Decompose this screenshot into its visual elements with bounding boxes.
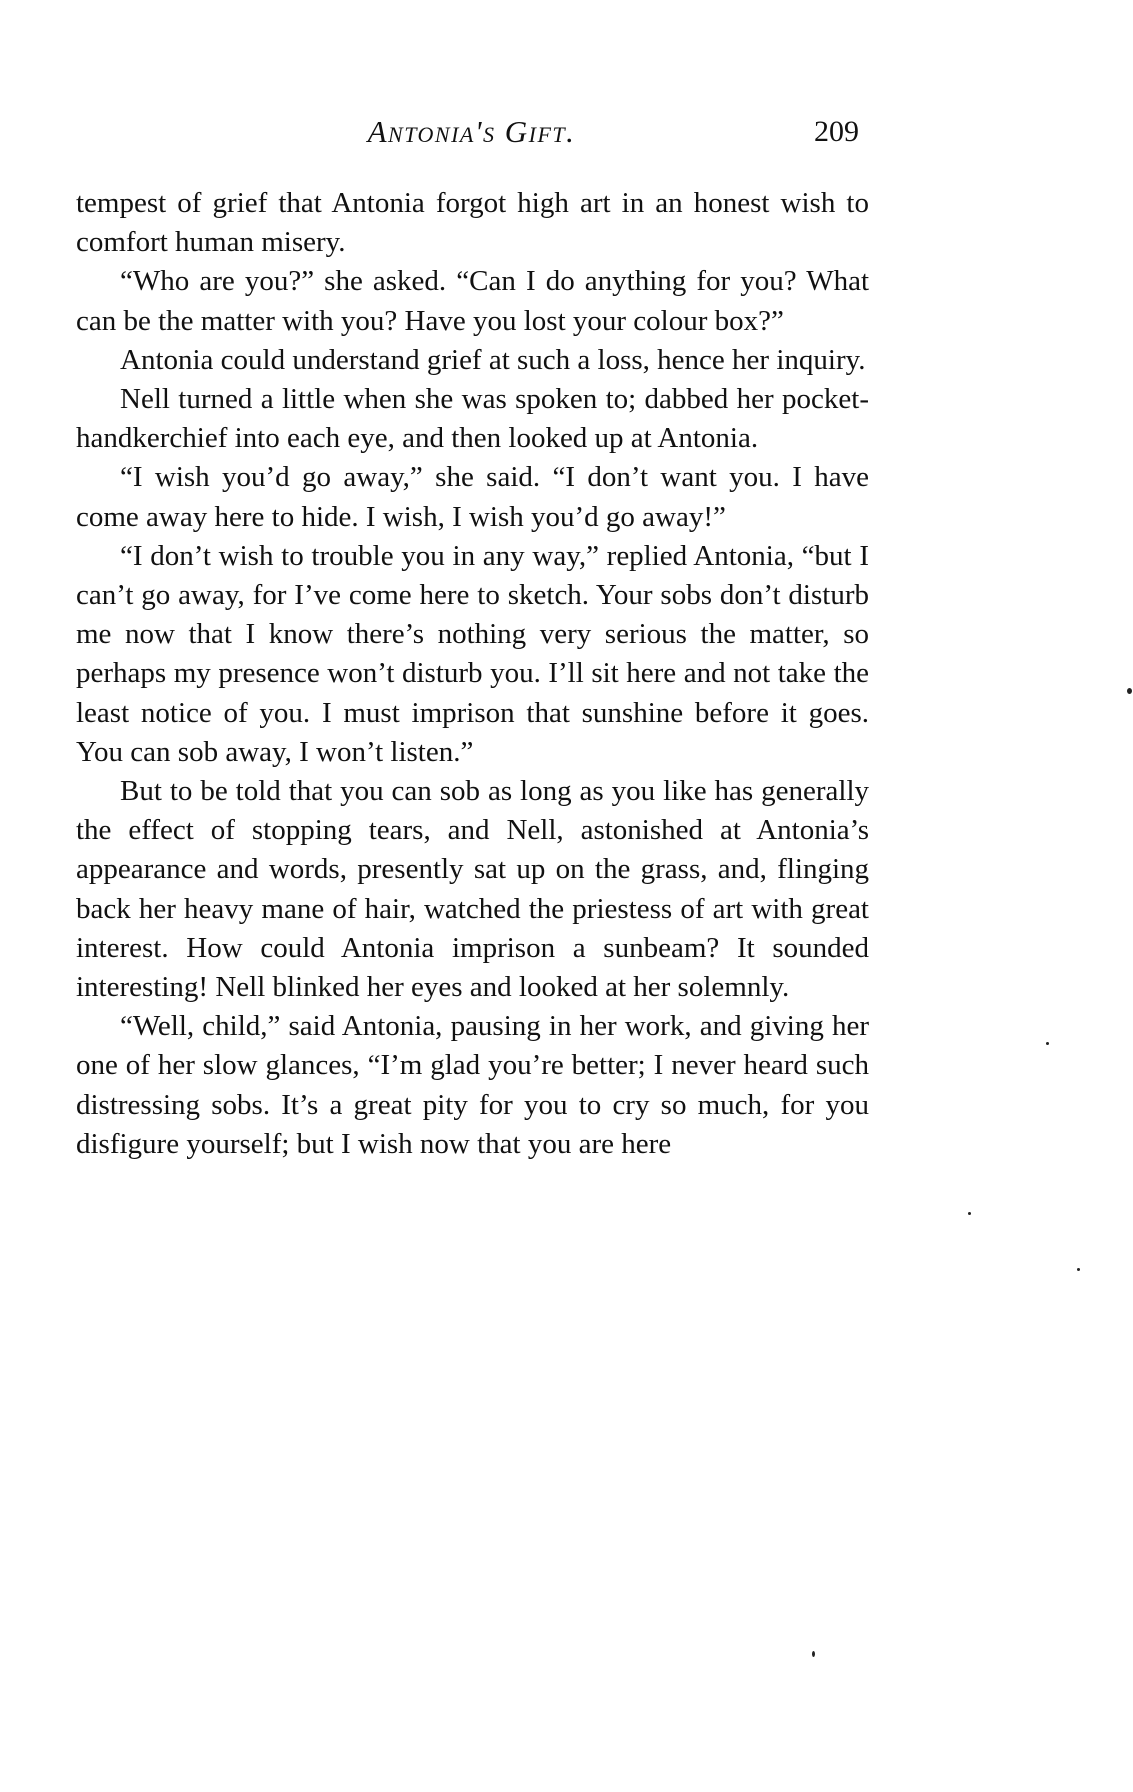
scan-speck <box>1077 1268 1080 1271</box>
scan-speck <box>1046 1042 1049 1045</box>
scan-speck <box>812 1651 815 1657</box>
scan-speck <box>968 1212 971 1215</box>
paragraph: tempest of grief that Antonia forgot high art in an honest wish to comfort human misery. <box>76 187 869 259</box>
running-title: Antonia's Gift. <box>367 114 576 149</box>
body-text <box>76 184 869 1164</box>
page-header <box>78 110 865 154</box>
paragraph: Antonia could understand grief at such a loss, hence her inquiry. <box>120 343 866 376</box>
paragraph: “Who are you?” she asked. “Can I do anything for you? What can be the matter with you? Have you lost your colour box?” <box>76 265 869 337</box>
paragraph: “Well, child,” said Antonia, pausing in her work, and giving her one of her slow glances, “I’m glad you’re better; I never heard such distressing sobs. It’s a great pity for you to cry so much, for you disfigure yourself; but I wish now that you are here <box>76 1010 869 1160</box>
scan-speck <box>1127 688 1132 694</box>
paragraph: “I wish you’d go away,” she said. “I don’t want you. I have come away here to hide. I wish, I wish you’d go away!” <box>76 461 869 533</box>
paragraph: Nell turned a little when she was spoken to; dabbed her pocket-handkerchief into each eye, and then looked up at Antonia. <box>76 383 869 455</box>
paragraph: “I don’t wish to trouble you in any way,” replied Antonia, “but I can’t go away, for I’ve come here to sketch. Your sobs don’t disturb me now that I know there’s nothing very serious the matter, so perhaps my presence won’t disturb you. I’ll sit here and not take the least notice of you. I must imprison that sunshine before it goes. You can sob away, I won’t listen.” <box>76 539 869 768</box>
paragraph: But to be told that you can sob as long as you like has generally the effect of stopping tears, and Nell, astonished at Antonia’s appearance and words, presently sat up on the grass, and, flinging back her heavy mane of hair, watched the priestess of art with great interest. How could Antonia imprison a sunbeam? It sounded interesting! Nell blinked her eyes and looked at her solemnly. <box>76 775 869 1004</box>
page-number: 209 <box>814 115 859 148</box>
